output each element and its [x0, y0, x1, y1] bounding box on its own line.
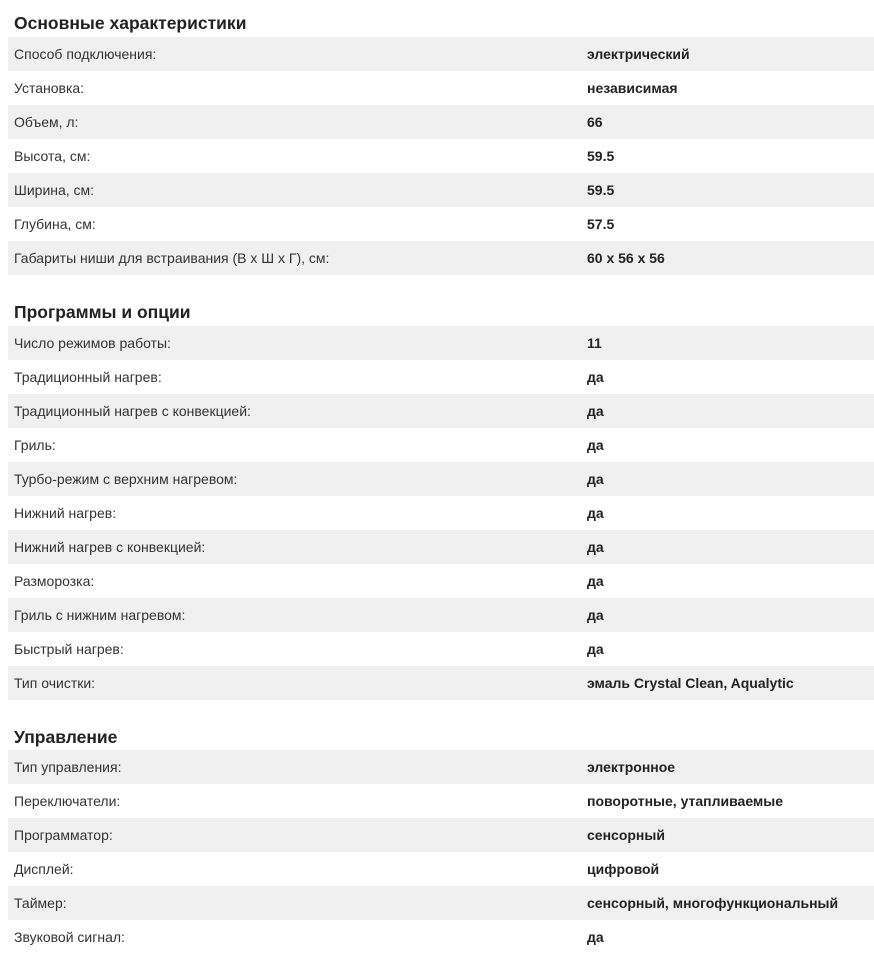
spec-label: Быстрый нагрев:: [14, 641, 124, 657]
spec-label: Таймер:: [14, 895, 67, 911]
section-title-main-characteristics: Основные характеристики: [14, 13, 247, 33]
spec-row: [8, 632, 874, 666]
spec-value: да: [587, 641, 604, 657]
spec-label: Звуковой сигнал:: [14, 929, 125, 945]
spec-value: цифровой: [587, 861, 660, 877]
spec-row: [8, 326, 874, 360]
spec-value: 11: [587, 335, 602, 351]
spec-row: [8, 530, 874, 564]
spec-row: [8, 360, 874, 394]
spec-row: [8, 496, 874, 530]
section-title-controls: Управление: [14, 727, 118, 747]
spec-row: [8, 920, 874, 954]
spec-label: Нижний нагрев с конвекцией:: [14, 539, 206, 555]
spec-label: Высота, см:: [14, 148, 91, 164]
spec-label: Тип очистки:: [14, 675, 96, 691]
spec-value: эмаль Crystal Clean, Aqualytic: [587, 675, 794, 691]
spec-value: 59.5: [587, 182, 615, 198]
spec-row: [8, 462, 874, 496]
spec-value: да: [587, 505, 604, 521]
spec-row: [8, 886, 874, 920]
spec-value: да: [587, 437, 604, 453]
spec-value: да: [587, 369, 604, 385]
spec-label: Традиционный нагрев с конвекцией:: [14, 403, 251, 419]
spec-value: сенсорный: [587, 827, 665, 843]
spec-value: электронное: [587, 759, 676, 775]
spec-value: поворотные, утапливаемые: [587, 793, 784, 809]
spec-value: да: [587, 607, 604, 623]
spec-value: да: [587, 471, 604, 487]
spec-row: [8, 173, 874, 207]
spec-label: Тип управления:: [14, 759, 122, 775]
spec-table-main-characteristics: [8, 37, 874, 275]
spec-value: сенсорный, многофункциональный: [587, 895, 839, 911]
spec-label: Гриль:: [14, 437, 56, 453]
spec-value: 66: [587, 114, 603, 130]
spec-label: Установка:: [14, 80, 85, 96]
spec-value: независимая: [587, 80, 678, 96]
spec-label: Переключатели:: [14, 793, 121, 809]
spec-row: [8, 428, 874, 462]
spec-row: [8, 207, 874, 241]
spec-row: [8, 784, 874, 818]
spec-row: [8, 852, 874, 886]
spec-row: [8, 71, 874, 105]
spec-label: Способ подключения:: [14, 46, 157, 62]
spec-value: да: [587, 573, 604, 589]
spec-row: [8, 139, 874, 173]
spec-row: [8, 750, 874, 784]
spec-label: Ширина, см:: [14, 182, 95, 198]
spec-table-programs-options: [8, 326, 874, 700]
spec-table-controls: [8, 750, 874, 954]
spec-value: да: [587, 403, 604, 419]
spec-label: Программатор:: [14, 827, 113, 843]
spec-label: Объем, л:: [14, 114, 79, 130]
spec-value: да: [587, 539, 604, 555]
spec-row: [8, 37, 874, 71]
spec-row: [8, 598, 874, 632]
spec-row: [8, 241, 874, 275]
spec-value: электрический: [587, 46, 690, 62]
spec-label: Разморозка:: [14, 573, 95, 589]
spec-row: [8, 564, 874, 598]
spec-label: Габариты ниши для встраивания (В х Ш х Г), см:: [14, 250, 330, 266]
spec-value: да: [587, 929, 604, 945]
spec-label: Традиционный нагрев:: [14, 369, 162, 385]
spec-label: Нижний нагрев:: [14, 505, 117, 521]
spec-label: Гриль с нижним нагревом:: [14, 607, 186, 623]
spec-label: Число режимов работы:: [14, 335, 171, 351]
spec-row: [8, 394, 874, 428]
section-title-programs-options: Программы и опции: [14, 302, 191, 322]
spec-value: 60 x 56 x 56: [587, 250, 665, 266]
spec-label: Дисплей:: [14, 861, 74, 877]
spec-row: [8, 105, 874, 139]
spec-row: [8, 666, 874, 700]
spec-row: [8, 818, 874, 852]
spec-value: 57.5: [587, 216, 615, 232]
spec-value: 59.5: [587, 148, 615, 164]
spec-label: Турбо-режим с верхним нагревом:: [14, 471, 238, 487]
spec-label: Глубина, см:: [14, 216, 96, 232]
